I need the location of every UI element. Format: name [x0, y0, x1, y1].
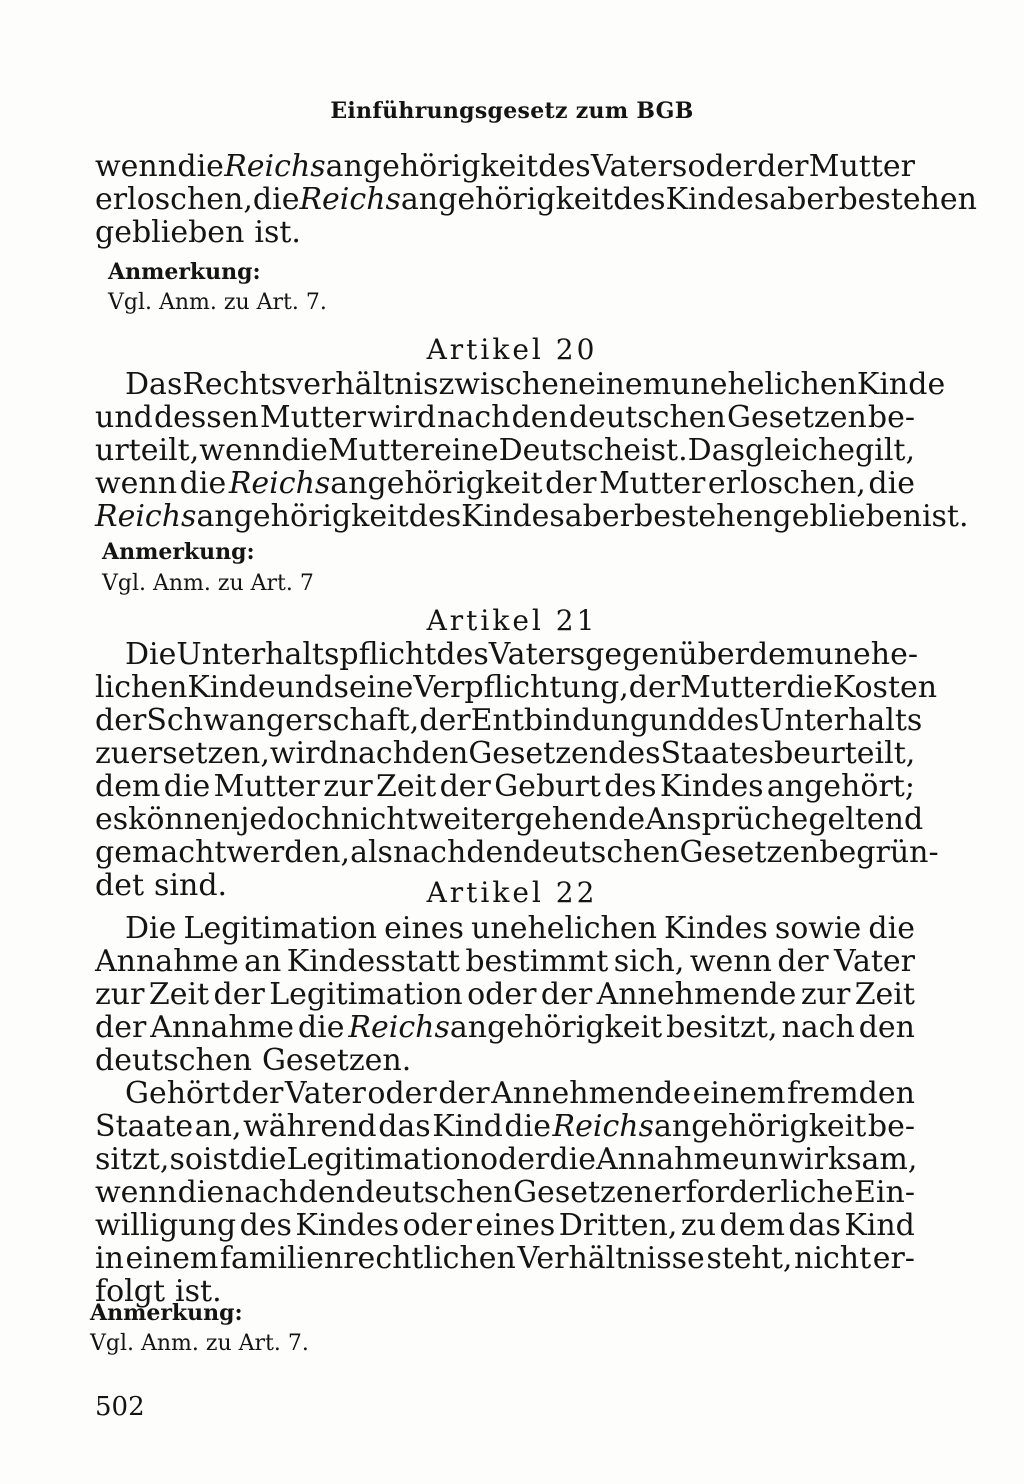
word: lichen	[95, 670, 188, 705]
word: Annahme	[595, 1142, 740, 1177]
word: des	[608, 736, 661, 771]
word: ist.	[254, 215, 301, 250]
word: Gesetzen	[679, 835, 820, 870]
text-line	[95, 499, 969, 534]
article-21-title: Artikel 21	[426, 604, 598, 637]
word: Kindes	[664, 911, 768, 946]
text-line	[95, 945, 915, 978]
note-heading: Anmerkung:	[90, 1300, 243, 1326]
word: begrün-	[819, 835, 939, 870]
word: deutschen	[95, 1043, 252, 1078]
word: es	[95, 802, 129, 837]
word: des	[538, 149, 591, 184]
word: Mutter	[680, 670, 787, 705]
word: die	[504, 1109, 551, 1144]
word: nach	[781, 1010, 855, 1045]
word: er-	[872, 1241, 915, 1276]
word: Geburt	[494, 769, 601, 804]
text-line	[95, 1077, 915, 1110]
word: Mutter	[599, 466, 706, 501]
word: Vater	[284, 1076, 366, 1111]
word: des	[436, 637, 489, 672]
word: deutschen	[568, 400, 726, 435]
word: und	[649, 703, 707, 738]
article-21-text	[95, 637, 939, 903]
word: dem	[748, 637, 815, 672]
note-heading: Anmerkung:	[108, 259, 261, 285]
word: die	[163, 769, 211, 804]
word: wenn	[199, 433, 282, 468]
word: Vaters	[488, 637, 586, 672]
word: dem	[95, 769, 161, 804]
word: Legitimation	[269, 977, 463, 1012]
word: Die	[125, 911, 177, 946]
word: nicht	[340, 802, 418, 837]
text-line	[95, 912, 915, 945]
word: Mutter	[213, 769, 320, 804]
note-text: Vgl. Anm. zu Art. 7	[102, 571, 314, 596]
word: das	[378, 1109, 431, 1144]
word: willigung	[95, 1208, 237, 1243]
word: die	[868, 911, 915, 946]
word: Gesetzen	[513, 1175, 653, 1210]
word: Rechtsverhältnis	[182, 367, 439, 402]
article-20-title: Artikel 20	[426, 333, 598, 366]
note-text: Vgl. Anm. zu Art. 7.	[108, 290, 327, 315]
word: fremden	[787, 1076, 915, 1111]
word: Zeit	[854, 977, 915, 1012]
word: Schwangerschaft,	[146, 703, 420, 738]
word: als	[350, 835, 393, 870]
word: Reichsangehörigkeit	[348, 1010, 663, 1045]
word: eines	[384, 911, 464, 946]
text-line	[95, 150, 915, 183]
word: Unterhalts	[759, 703, 923, 738]
word: die	[252, 182, 300, 217]
word: der	[777, 944, 829, 979]
word: Reichsangehörigkeit	[224, 149, 538, 184]
text-line	[95, 978, 915, 1011]
word: die	[179, 466, 227, 501]
word: erloschen,	[707, 466, 866, 501]
word: den	[412, 736, 469, 771]
word: der	[438, 1076, 490, 1111]
word: können	[128, 802, 241, 837]
word: Legitimation	[286, 1142, 481, 1177]
word: geltend	[808, 802, 924, 837]
word: Kindesstatt	[286, 944, 460, 979]
word: ist.	[175, 1274, 222, 1309]
word: familienrechtlichen	[219, 1241, 516, 1276]
word: deutschen	[522, 835, 680, 870]
word: wenn	[689, 944, 772, 979]
word: unwirksam,	[739, 1142, 918, 1177]
word: die	[297, 1010, 345, 1045]
text-line	[95, 367, 946, 402]
word: bestehen	[838, 182, 977, 217]
word: steht,	[706, 1241, 793, 1276]
word: Annehmende	[596, 977, 797, 1012]
word: wenn	[95, 1175, 178, 1210]
word: einem	[125, 1241, 219, 1276]
word: oder	[480, 1142, 550, 1177]
word: unehelichen	[671, 367, 857, 402]
word: unehelichen	[471, 911, 657, 946]
word: den	[511, 400, 568, 435]
text-line	[95, 182, 977, 217]
intro-paragraph	[95, 149, 977, 250]
article-20-text	[95, 367, 969, 534]
word: aber	[564, 499, 634, 534]
word: nach	[437, 400, 511, 435]
word: besitzt,	[666, 1010, 778, 1045]
word: der	[95, 1010, 147, 1045]
word: oder	[467, 977, 537, 1012]
word: Kind	[432, 1109, 503, 1144]
word: gegenüber	[585, 637, 749, 672]
text-line	[95, 216, 915, 249]
word: des	[604, 769, 657, 804]
word: Das	[687, 433, 745, 468]
note-heading: Anmerkung:	[102, 539, 255, 565]
word: sich,	[613, 944, 685, 979]
word: nach	[338, 736, 413, 771]
text-line	[95, 637, 918, 672]
word: Legitimation	[183, 911, 378, 946]
word: nach	[392, 835, 467, 870]
text-line	[95, 802, 924, 837]
word: oder	[367, 1076, 437, 1111]
word: Staates	[660, 736, 775, 771]
word: des	[239, 1208, 292, 1243]
word: die	[786, 670, 833, 705]
text-line	[95, 1242, 915, 1275]
word: Kosten	[832, 670, 938, 705]
word: deutschen	[355, 1175, 513, 1210]
text-line	[95, 1011, 915, 1044]
word: den	[858, 1010, 915, 1045]
word: Annehmende	[491, 1076, 692, 1111]
word: Mutter	[808, 149, 915, 184]
word: an	[244, 944, 282, 979]
word: des	[706, 703, 760, 738]
word: der	[213, 977, 265, 1012]
word: gilt,	[855, 433, 916, 468]
word: Mutter	[259, 400, 367, 435]
word: Deutsche	[498, 433, 642, 468]
word: nach	[224, 1175, 299, 1210]
word: zur	[800, 977, 851, 1012]
word: nicht	[794, 1241, 872, 1276]
word: so	[169, 1142, 203, 1177]
word: Die	[125, 637, 177, 672]
running-head: Einführungsgesetz zum BGB	[330, 98, 694, 124]
word: wird	[269, 736, 339, 771]
note-text: Vgl. Anm. zu Art. 7.	[90, 1331, 309, 1356]
text-line	[95, 737, 915, 770]
word: in	[95, 1241, 124, 1276]
text-line	[95, 434, 915, 467]
word: der	[232, 1076, 284, 1111]
word: wenn	[95, 149, 178, 184]
word: be-	[867, 1109, 915, 1144]
word: sowie	[774, 911, 862, 946]
word: bestimmt	[465, 944, 609, 979]
word: und	[275, 670, 334, 705]
word: der	[757, 149, 809, 184]
word: Zeit	[376, 769, 437, 804]
word: Gesetzen.	[261, 1043, 412, 1078]
text-line	[95, 467, 915, 500]
word: ist.	[921, 499, 969, 534]
word: der	[545, 466, 597, 501]
word: gemacht	[95, 835, 227, 870]
word: be-	[867, 400, 915, 435]
word: Verpflichtung,	[413, 670, 629, 705]
word: der	[419, 703, 471, 738]
word: und	[95, 400, 153, 435]
article-22-title: Artikel 22	[426, 876, 598, 909]
word: die	[177, 149, 224, 184]
word: aber	[769, 182, 839, 217]
word: einem	[692, 1076, 786, 1111]
word: unehe-	[814, 637, 918, 672]
word: zu	[95, 736, 131, 771]
text-line	[95, 670, 938, 705]
word: Kindes	[659, 769, 764, 804]
word: dem	[719, 1208, 785, 1243]
word: der	[540, 977, 593, 1012]
word: eine	[434, 433, 499, 468]
word: der	[628, 670, 681, 705]
word: angehört;	[766, 769, 915, 804]
page-number: 502	[95, 1392, 145, 1422]
word: beurteilt,	[774, 736, 916, 771]
text-line	[95, 1142, 918, 1177]
word: der	[439, 769, 491, 804]
word: die	[177, 1175, 225, 1210]
word: oder	[402, 1208, 472, 1243]
word: der	[95, 703, 147, 738]
word: Gesetzen	[726, 400, 867, 435]
word: wird	[367, 400, 437, 435]
word: die	[281, 433, 328, 468]
text-line	[95, 1209, 915, 1242]
word: sind.	[154, 868, 228, 903]
word: urteilt,	[95, 433, 200, 468]
word: zwischen	[438, 367, 579, 402]
text-line	[95, 703, 923, 738]
word: bestehen	[633, 499, 773, 534]
word: die	[549, 1142, 596, 1177]
word: geblieben	[95, 215, 245, 250]
text-line	[95, 401, 915, 434]
text-line	[95, 770, 915, 803]
word: ist	[202, 1142, 240, 1177]
word: det	[95, 868, 145, 903]
word: Kind	[844, 1208, 915, 1243]
word: Kindes	[295, 1208, 400, 1243]
word: Annahme	[95, 944, 239, 979]
word: Dritten,	[558, 1208, 678, 1243]
word: Annahme	[150, 1010, 294, 1045]
word: werden,	[226, 835, 351, 870]
word: Mutter	[327, 433, 435, 468]
word: den	[466, 835, 523, 870]
word: Reichsangehörigkeit	[228, 466, 543, 501]
word: Reichsangehörigkeit	[299, 182, 614, 217]
text-line	[95, 1176, 915, 1209]
word: Kinde	[856, 367, 946, 402]
word: ersetzen,	[130, 736, 270, 771]
word: seine	[333, 670, 414, 705]
word: Das	[125, 367, 183, 402]
word: erloschen,	[95, 182, 253, 217]
word: das	[788, 1208, 841, 1243]
word: Vaters	[590, 149, 688, 184]
word: die	[239, 1142, 287, 1177]
word: gleiche	[745, 433, 856, 468]
word: Verhältnisse	[517, 1241, 705, 1276]
word: dessen	[153, 400, 259, 435]
word: die	[868, 466, 915, 501]
word: weitergehende	[417, 802, 646, 837]
text-line	[95, 1110, 915, 1143]
word: zur	[323, 769, 373, 804]
word: geblieben	[772, 499, 922, 534]
word: einem	[578, 367, 672, 402]
text-line	[95, 835, 939, 870]
word: Gesetzen	[468, 736, 609, 771]
word: erforderliche	[653, 1175, 854, 1210]
word: oder	[687, 149, 757, 184]
word: Vater	[834, 944, 915, 979]
word: zur	[95, 977, 145, 1012]
word: Unterhaltspflicht	[176, 637, 437, 672]
word: jedoch	[240, 802, 341, 837]
word: wenn	[95, 466, 178, 501]
word: an,	[194, 1109, 242, 1144]
word: zu	[680, 1208, 717, 1243]
word: des	[408, 499, 462, 534]
word: sitzt,	[95, 1142, 170, 1177]
word: des	[613, 182, 666, 217]
word: Kindes	[665, 182, 770, 217]
word: Kindes	[461, 499, 565, 534]
word: Reichsangehörigkeit	[552, 1109, 867, 1144]
word: Gehört	[125, 1076, 231, 1111]
word: Ein-	[854, 1175, 915, 1210]
word: während	[243, 1109, 377, 1144]
word: ist.	[641, 433, 688, 468]
text-line	[95, 1044, 915, 1077]
word: eines	[475, 1208, 556, 1243]
word: Ansprüche	[645, 802, 809, 837]
word: Staate	[95, 1109, 194, 1144]
article-22-text	[95, 911, 918, 1309]
word: folgt	[95, 1274, 166, 1309]
word: Zeit	[148, 977, 210, 1012]
word: den	[298, 1175, 355, 1210]
word: Entbindung	[470, 703, 650, 738]
word: Kinde	[187, 670, 276, 705]
word: Reichsangehörigkeit	[95, 499, 409, 534]
